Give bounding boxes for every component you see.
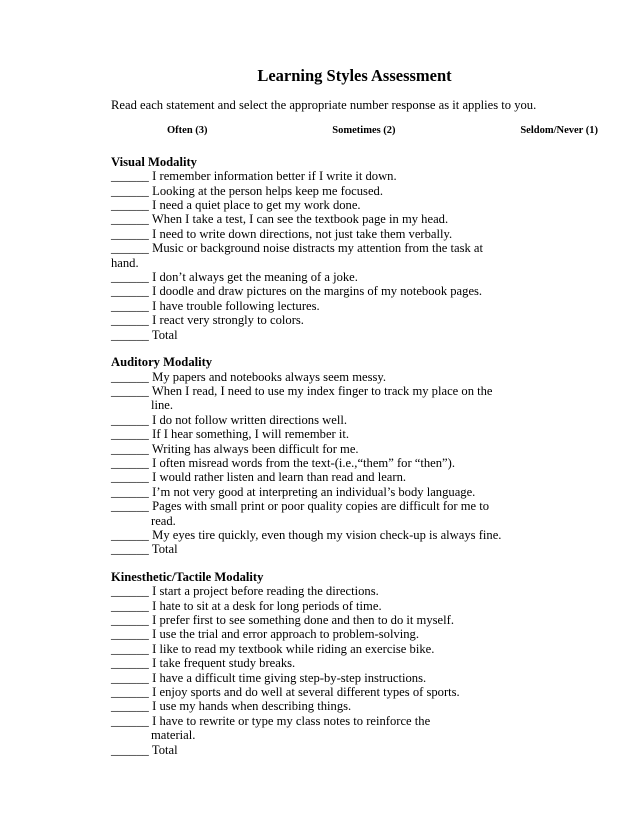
auditory-item-text: I often misread words from the text-(i.e.,“them” for “then”). bbox=[152, 455, 455, 470]
answer-blank[interactable]: ______ bbox=[111, 441, 149, 456]
answer-blank[interactable]: ______ bbox=[111, 699, 149, 714]
auditory-item bbox=[111, 499, 598, 513]
kinesthetic-item-text: I use my hands when describing things. bbox=[152, 699, 352, 714]
visual-item bbox=[111, 184, 598, 198]
kinesthetic-item bbox=[111, 699, 598, 713]
answer-blank[interactable]: ______ bbox=[111, 627, 149, 642]
auditory-item bbox=[111, 485, 598, 499]
auditory-item bbox=[111, 470, 598, 484]
visual-total-label: Total bbox=[151, 327, 178, 342]
auditory-item-text: When I read, I need to use my index finger to track my place on the bbox=[151, 383, 493, 398]
visual-item bbox=[111, 270, 598, 284]
answer-blank[interactable]: ______ bbox=[111, 542, 149, 557]
kinesthetic-item-text: I have to rewrite or type my class notes to reinforce the bbox=[152, 713, 431, 728]
visual-item bbox=[111, 284, 598, 298]
visual-section-title: Visual Modality bbox=[111, 154, 197, 169]
kinesthetic-total bbox=[111, 743, 598, 757]
visual-item bbox=[111, 169, 598, 183]
answer-blank[interactable]: ______ bbox=[111, 183, 149, 198]
visual-item-text: I need to write down directions, not just take them verbally. bbox=[152, 226, 453, 241]
answer-blank[interactable]: ______ bbox=[111, 484, 149, 499]
answer-blank[interactable]: ______ bbox=[111, 369, 149, 384]
kinesthetic-item bbox=[111, 613, 598, 627]
scale-sometimes: Sometimes (2) bbox=[332, 125, 396, 137]
kinesthetic-item-text: I have a difficult time giving step-by-step instructions. bbox=[152, 670, 427, 685]
instructions: Read each statement and select the appropriate number response as it applies to you. bbox=[111, 98, 537, 112]
answer-blank[interactable]: ______ bbox=[111, 284, 149, 299]
answer-blank[interactable]: ______ bbox=[111, 499, 149, 514]
auditory-item-text: My eyes tire quickly, even though my vision check-up is always fine. bbox=[152, 527, 502, 542]
answer-blank[interactable]: ______ bbox=[111, 169, 149, 184]
answer-blank[interactable]: ______ bbox=[111, 298, 149, 313]
kinesthetic-item-text: I start a project before reading the directions. bbox=[152, 584, 379, 599]
kinesthetic-item bbox=[111, 714, 598, 728]
kinesthetic-item bbox=[111, 599, 598, 613]
auditory-item bbox=[111, 528, 598, 542]
kinesthetic-item bbox=[111, 642, 598, 656]
visual-item-text: I have trouble following lectures. bbox=[152, 298, 320, 313]
answer-blank[interactable]: ______ bbox=[111, 327, 149, 342]
answer-blank[interactable]: ______ bbox=[111, 613, 149, 627]
answer-blank[interactable]: ______ bbox=[111, 412, 149, 427]
auditory-item bbox=[111, 456, 598, 470]
kinesthetic-section bbox=[111, 570, 598, 757]
answer-blank[interactable]: ______ bbox=[111, 198, 149, 213]
kinesthetic-item bbox=[111, 584, 598, 598]
auditory-item-text: I’m not very good at interpreting an individual’s body language. bbox=[152, 484, 476, 499]
kinesthetic-item bbox=[111, 656, 598, 670]
answer-blank[interactable]: ______ bbox=[111, 742, 149, 757]
visual-item-text: I don’t always get the meaning of a joke. bbox=[152, 270, 358, 285]
answer-blank[interactable]: ______ bbox=[111, 241, 149, 256]
kinesthetic-item bbox=[111, 685, 598, 699]
answer-blank[interactable]: ______ bbox=[111, 670, 149, 685]
answer-blank[interactable]: ______ bbox=[111, 470, 149, 485]
auditory-item bbox=[111, 370, 598, 384]
visual-item-text: Looking at the person helps keep me focused. bbox=[152, 183, 383, 198]
auditory-total bbox=[111, 542, 598, 556]
answer-blank[interactable]: ______ bbox=[111, 713, 149, 728]
auditory-section bbox=[111, 355, 598, 557]
kinesthetic-item-text: I hate to sit at a desk for long periods of time. bbox=[152, 598, 382, 613]
kinesthetic-item-text: I use the trial and error approach to problem-solving. bbox=[152, 627, 419, 642]
scale-often: Often (3) bbox=[167, 125, 208, 137]
auditory-item bbox=[111, 442, 598, 456]
visual-item-text: When I take a test, I can see the textbook page in my head. bbox=[151, 212, 449, 227]
page-title: Learning Styles Assessment bbox=[257, 66, 452, 85]
answer-blank[interactable]: ______ bbox=[111, 527, 149, 542]
kinesthetic-item bbox=[111, 671, 598, 685]
answer-blank[interactable]: ______ bbox=[111, 584, 149, 599]
auditory-item bbox=[111, 427, 598, 441]
visual-item-text: I react very strongly to colors. bbox=[152, 313, 304, 328]
auditory-item-text: I would rather listen and learn than read and learn. bbox=[152, 470, 407, 485]
kinesthetic-item-text: I enjoy sports and do well at several different types of sports. bbox=[152, 685, 460, 700]
visual-item bbox=[111, 198, 598, 212]
auditory-item bbox=[111, 384, 598, 398]
kinesthetic-item-continuation: material. bbox=[151, 728, 196, 743]
auditory-section-title: Auditory Modality bbox=[111, 355, 213, 370]
visual-item-continuation: hand. bbox=[111, 255, 139, 270]
auditory-item-text: If I hear something, I will remember it. bbox=[152, 427, 350, 442]
answer-blank[interactable]: ______ bbox=[111, 427, 149, 442]
kinesthetic-item bbox=[111, 627, 598, 641]
visual-item bbox=[111, 227, 598, 241]
visual-item-text: Music or background noise distracts my attention from the task at bbox=[152, 241, 484, 256]
visual-section bbox=[111, 155, 598, 342]
auditory-item-continuation: line. bbox=[151, 398, 174, 413]
visual-item bbox=[111, 241, 598, 255]
auditory-item-text: Writing has always been difficult for me. bbox=[151, 441, 359, 456]
answer-blank[interactable]: ______ bbox=[111, 685, 149, 700]
kinesthetic-section-title: Kinesthetic/Tactile Modality bbox=[111, 569, 264, 584]
scale-seldom: Seldom/Never (1) bbox=[520, 125, 598, 137]
visual-total bbox=[111, 328, 598, 342]
answer-blank[interactable]: ______ bbox=[111, 212, 149, 227]
auditory-item bbox=[111, 413, 598, 427]
answer-blank[interactable]: ______ bbox=[111, 383, 149, 398]
answer-blank[interactable]: ______ bbox=[111, 313, 149, 328]
kinesthetic-item-text: I like to read my textbook while riding an exercise bike. bbox=[152, 641, 435, 656]
response-scale bbox=[111, 124, 598, 138]
auditory-item-text: My papers and notebooks always seem messy. bbox=[152, 369, 387, 384]
visual-item bbox=[111, 299, 598, 313]
answer-blank[interactable]: ______ bbox=[111, 455, 149, 470]
kinesthetic-item-text: I prefer first to see something done and then to do it myself. bbox=[152, 613, 454, 627]
auditory-item-continuation: read. bbox=[151, 513, 176, 528]
auditory-item-text: Pages with small print or poor quality copies are difficult for me to bbox=[152, 499, 490, 514]
answer-blank[interactable]: ______ bbox=[111, 641, 149, 656]
answer-blank[interactable]: ______ bbox=[111, 656, 149, 671]
answer-blank[interactable]: ______ bbox=[111, 226, 149, 241]
visual-item-text: I remember information better if I write it down. bbox=[152, 169, 397, 184]
auditory-total-label: Total bbox=[151, 542, 178, 557]
visual-item-text: I need a quiet place to get my work done. bbox=[152, 198, 361, 213]
kinesthetic-item-text: I take frequent study breaks. bbox=[152, 656, 296, 671]
visual-item bbox=[111, 212, 598, 226]
auditory-item-text: I do not follow written directions well. bbox=[152, 412, 347, 427]
answer-blank[interactable]: ______ bbox=[111, 598, 149, 613]
answer-blank[interactable]: ______ bbox=[111, 270, 149, 285]
kinesthetic-total-label: Total bbox=[151, 742, 178, 757]
visual-item-text: I doodle and draw pictures on the margins of my notebook pages. bbox=[152, 284, 483, 299]
visual-item bbox=[111, 313, 598, 327]
